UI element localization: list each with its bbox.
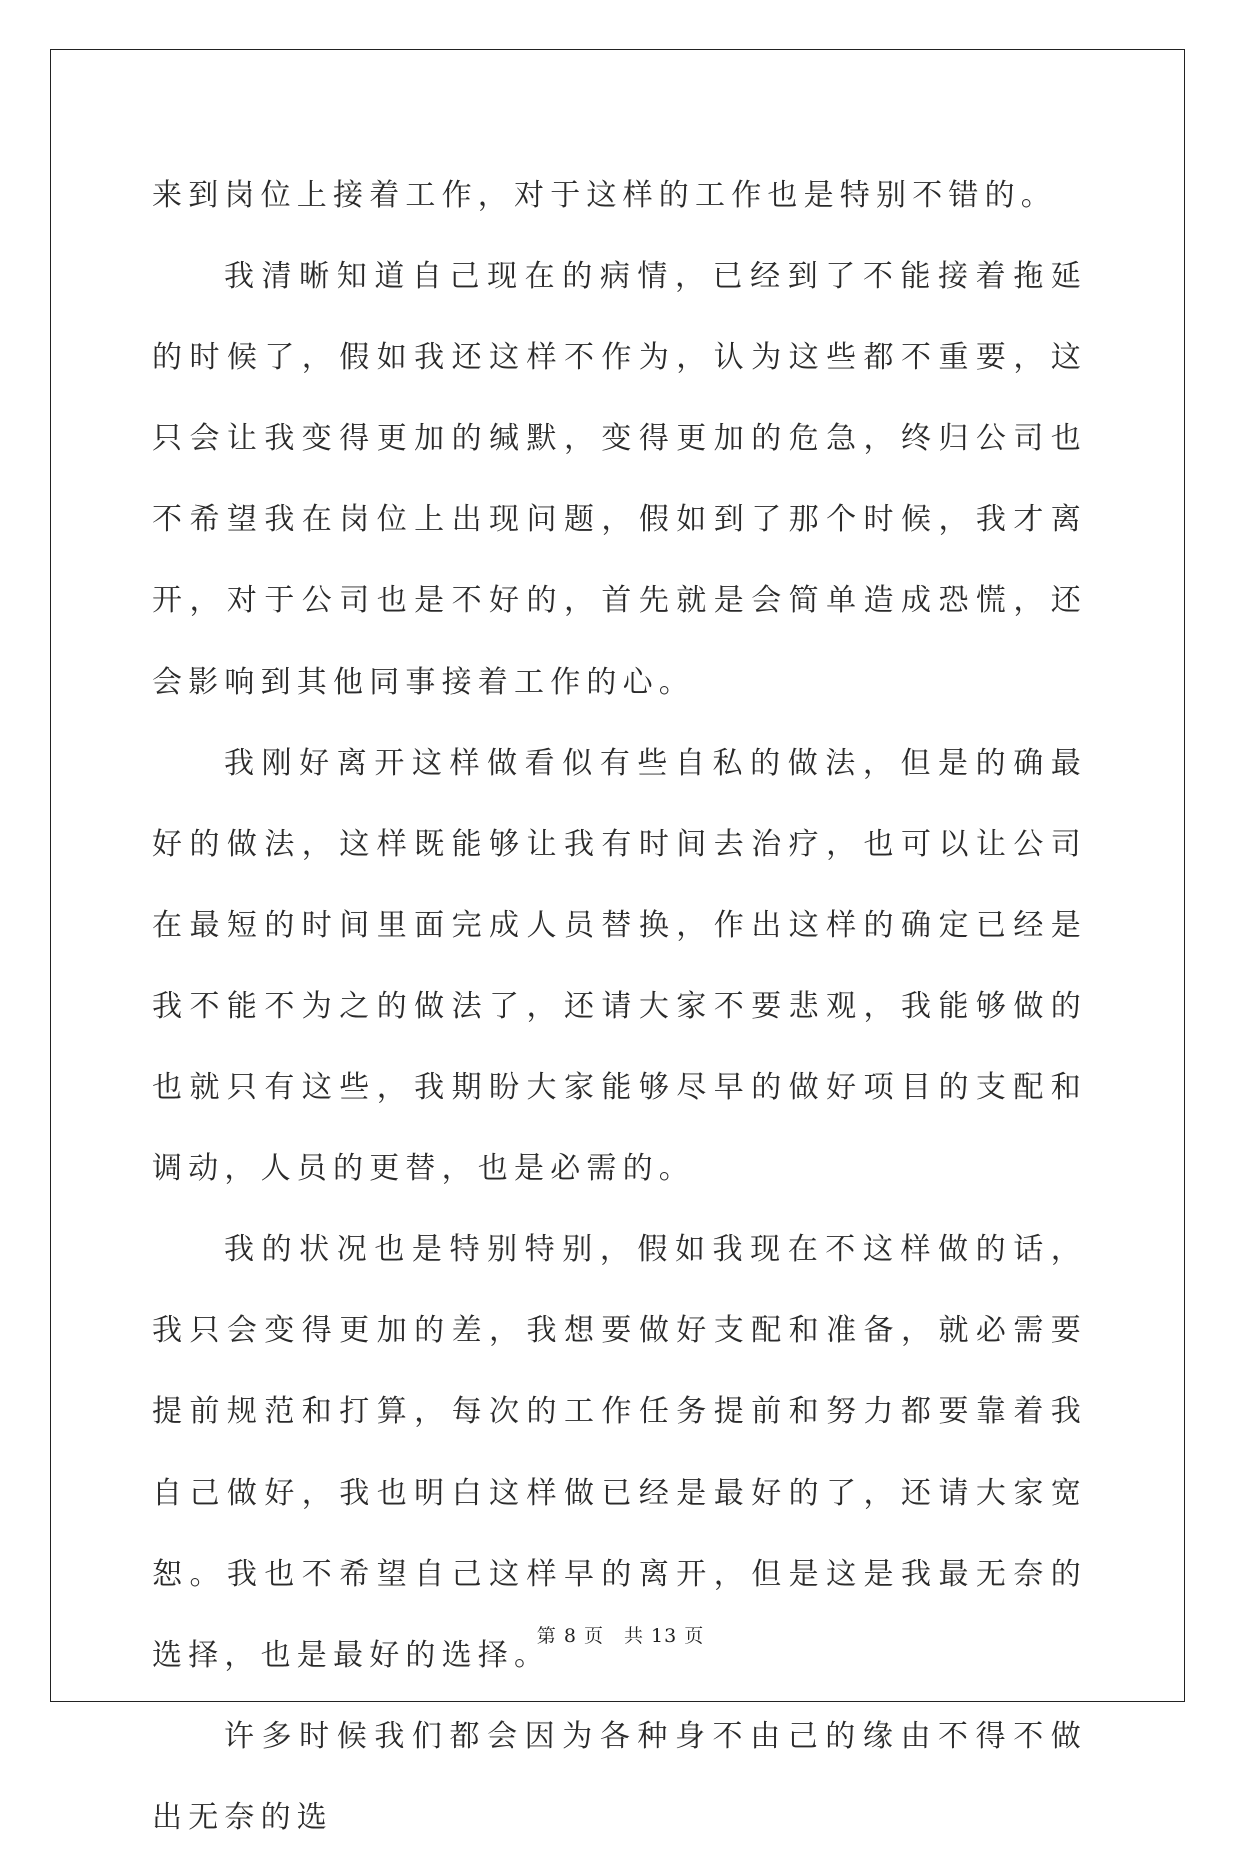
paragraph: 许多时候我们都会因为各种身不由己的缘由不得不做出无奈的选 <box>152 1718 1087 1835</box>
page-footer <box>0 1621 1241 1648</box>
page-total: 共 13 页 <box>623 1625 705 1647</box>
paragraph: 我刚好离开这样做看似有些自私的做法，但是的确最好的做法，这样既能够让我有时间去治疗，也可以让公司在最短的时间里面完成人员替换，作出这样的确定已经是我不能不为之的做法了，还请大家不要悲观，我能够做的也就只有这些，我期盼大家能够尽早的做好项目的支配和调动，人员的更替，也是必需的。 <box>152 745 1087 1187</box>
document-body <box>152 155 1087 1858</box>
paragraph-continuation: 来到岗位上接着工作，对于这样的工作也是特别不错的。 <box>152 178 1057 213</box>
paragraph: 我清晰知道自己现在的病情，已经到了不能接着拖延的时候了，假如我还这样不作为，认为这些都不重要，这只会让我变得更加的缄默，变得更加的危急，终归公司也不希望我在岗位上出现问题，假如到了那个时候，我才离开，对于公司也是不好的，首先就是会简单造成恐慌，还会影响到其他同事接着工作的心。 <box>152 259 1087 700</box>
paragraph: 我的状况也是特别特别，假如我现在不这样做的话，我只会变得更加的差，我想要做好支配和准备，就必需要提前规范和打算，每次的工作任务提前和努力都要靠着我自己做好，我也明白这样做已经是最好的了，还请大家宽恕。我也不希望自己这样早的离开，但是这是我最无奈的选择，也是最好的选择。 <box>152 1232 1087 1673</box>
page-number: 第 8 页 <box>536 1625 604 1647</box>
